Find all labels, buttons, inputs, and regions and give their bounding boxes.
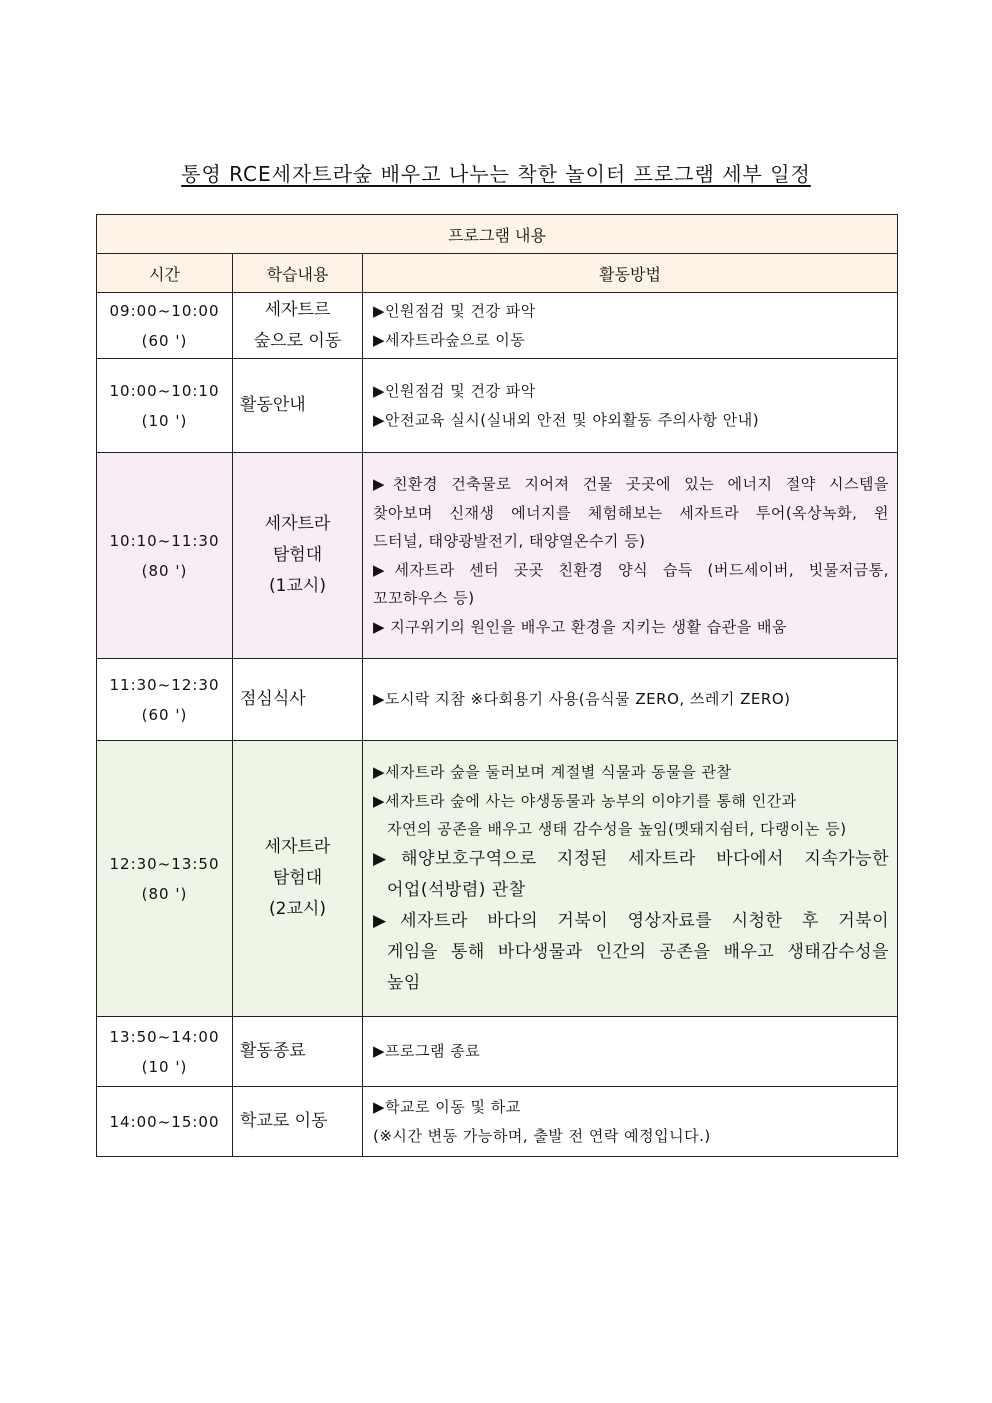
topic-line: 세자트라 bbox=[264, 837, 331, 857]
topic-line: 탐험대 bbox=[272, 868, 323, 888]
method-line: 게임을 통해 바다생물과 인간의 공존을 배우고 생태감수성을 bbox=[387, 941, 890, 962]
time-cell bbox=[97, 293, 233, 359]
time-range: 09:00~10:00 bbox=[109, 301, 220, 320]
method-cell bbox=[363, 1017, 898, 1087]
method-line: ▶인원점검 및 건강 파악 bbox=[373, 382, 536, 400]
time-cell bbox=[97, 741, 233, 1017]
method-line: ▶해양보호구역으로 지정된 세자트라 바다에서 지속가능한 bbox=[373, 848, 890, 869]
time-cell bbox=[97, 1017, 233, 1087]
table-row bbox=[97, 1017, 898, 1087]
table-row bbox=[97, 1087, 898, 1157]
method-line: ▶프로그램 종료 bbox=[373, 1042, 481, 1061]
topic-line: 활동안내 bbox=[240, 395, 306, 415]
time-duration: (80 ') bbox=[141, 884, 188, 903]
topic-line: 숲으로 이동 bbox=[253, 330, 342, 351]
time-range: 14:00~15:00 bbox=[109, 1112, 220, 1131]
column-header-topic: 학습내용 bbox=[233, 254, 363, 293]
table-row bbox=[97, 293, 898, 359]
method-line: ▶안전교육 실시(실내외 안전 및 야외활동 주의사항 안내) bbox=[373, 410, 760, 429]
time-duration: (60 ') bbox=[141, 331, 188, 350]
page-title: 통영 RCE세자트라숲 배우고 나누는 착한 놀이터 프로그램 세부 일정 bbox=[181, 162, 811, 186]
method-cell bbox=[363, 1087, 898, 1157]
topic-line: 세자트르 bbox=[264, 299, 331, 320]
method-line: 자연의 공존을 배우고 생태 감수성을 높임(멧돼지쉼터, 다랭이논 등) bbox=[387, 820, 847, 839]
method-line: ▶세자트라숲으로 이동 bbox=[373, 330, 526, 349]
method-cell bbox=[363, 293, 898, 359]
table-row bbox=[97, 453, 898, 659]
topic-line: 세자트라 bbox=[264, 514, 331, 534]
topic-line: 탐험대 bbox=[272, 545, 323, 565]
method-line: 드터널, 태양광발전기, 태양열온수기 등) bbox=[373, 532, 646, 550]
method-line: (※시간 변동 가능하며, 출발 전 연락 예정입니다.) bbox=[373, 1126, 711, 1145]
method-line: ▶ 지구위기의 원인을 배우고 환경을 지키는 생활 습관을 배움 bbox=[373, 617, 787, 636]
time-range: 12:30~13:50 bbox=[109, 854, 220, 873]
method-line: 꼬꼬하우스 등) bbox=[373, 589, 475, 607]
topic-cell bbox=[233, 741, 363, 1017]
table-header-row bbox=[97, 254, 898, 293]
method-line: ▶세자트라 숲을 둘러보며 계절별 식물과 동물을 관찰 bbox=[373, 763, 732, 782]
time-duration: (60 ') bbox=[141, 705, 188, 724]
time-range: 10:10~11:30 bbox=[109, 531, 220, 550]
method-line: ▶도시락 지참 ※다회용기 사용(음식물 ZERO, 쓰레기 ZERO) bbox=[373, 690, 791, 709]
time-duration: (10 ') bbox=[141, 1057, 188, 1076]
method-line: 높임 bbox=[387, 972, 421, 993]
topic-cell bbox=[233, 1087, 363, 1157]
topic-line: 학교로 이동 bbox=[240, 1111, 328, 1131]
time-duration: (80 ') bbox=[141, 561, 188, 580]
method-line: 어업(석방렴) 관찰 bbox=[387, 879, 526, 900]
time-duration: (10 ') bbox=[141, 411, 188, 430]
table-header-main-row bbox=[97, 215, 898, 254]
schedule-table bbox=[96, 214, 898, 1157]
method-cell bbox=[363, 741, 898, 1017]
method-cell bbox=[363, 659, 898, 741]
method-cell bbox=[363, 453, 898, 659]
method-line: ▶친환경 건축물로 지어져 건물 곳곳에 있는 에너지 절약 시스템을 bbox=[373, 475, 890, 493]
table-row bbox=[97, 741, 898, 1017]
method-line: 찾아보며 신재생 에너지를 체험해보는 세자트라 투어(옥상녹화, 윈 bbox=[373, 503, 890, 522]
table-row bbox=[97, 359, 898, 453]
topic-cell bbox=[233, 293, 363, 359]
method-line: ▶세자트라 숲에 사는 야생동물과 농부의 이야기를 통해 인간과 bbox=[373, 791, 797, 810]
time-range: 11:30~12:30 bbox=[109, 675, 220, 694]
method-cell bbox=[363, 359, 898, 453]
time-cell bbox=[97, 359, 233, 453]
topic-cell bbox=[233, 659, 363, 741]
method-line: ▶세자트라 센터 곳곳 친환경 양식 습득 (버드세이버, 빗물저금통, bbox=[373, 560, 890, 579]
topic-line: 활동종료 bbox=[240, 1041, 306, 1061]
method-line: ▶인원점검 및 건강 파악 bbox=[373, 302, 536, 320]
time-cell bbox=[97, 453, 233, 659]
time-range: 10:00~10:10 bbox=[109, 381, 220, 400]
time-cell bbox=[97, 1087, 233, 1157]
topic-line: (2교시) bbox=[269, 899, 326, 919]
time-range: 13:50~14:00 bbox=[109, 1027, 220, 1046]
topic-cell bbox=[233, 453, 363, 659]
table-row bbox=[97, 659, 898, 741]
topic-cell bbox=[233, 359, 363, 453]
column-header-time: 시간 bbox=[97, 254, 233, 293]
header-program-content: 프로그램 내용 bbox=[97, 215, 898, 254]
topic-line: 점심식사 bbox=[240, 689, 306, 709]
method-line: ▶세자트라 바다의 거북이 영상자료를 시청한 후 거북이 bbox=[373, 910, 890, 931]
topic-line: (1교시) bbox=[269, 576, 326, 596]
method-line: ▶학교로 이동 및 하교 bbox=[373, 1098, 521, 1116]
topic-cell bbox=[233, 1017, 363, 1087]
time-cell bbox=[97, 659, 233, 741]
column-header-method: 활동방법 bbox=[363, 254, 898, 293]
